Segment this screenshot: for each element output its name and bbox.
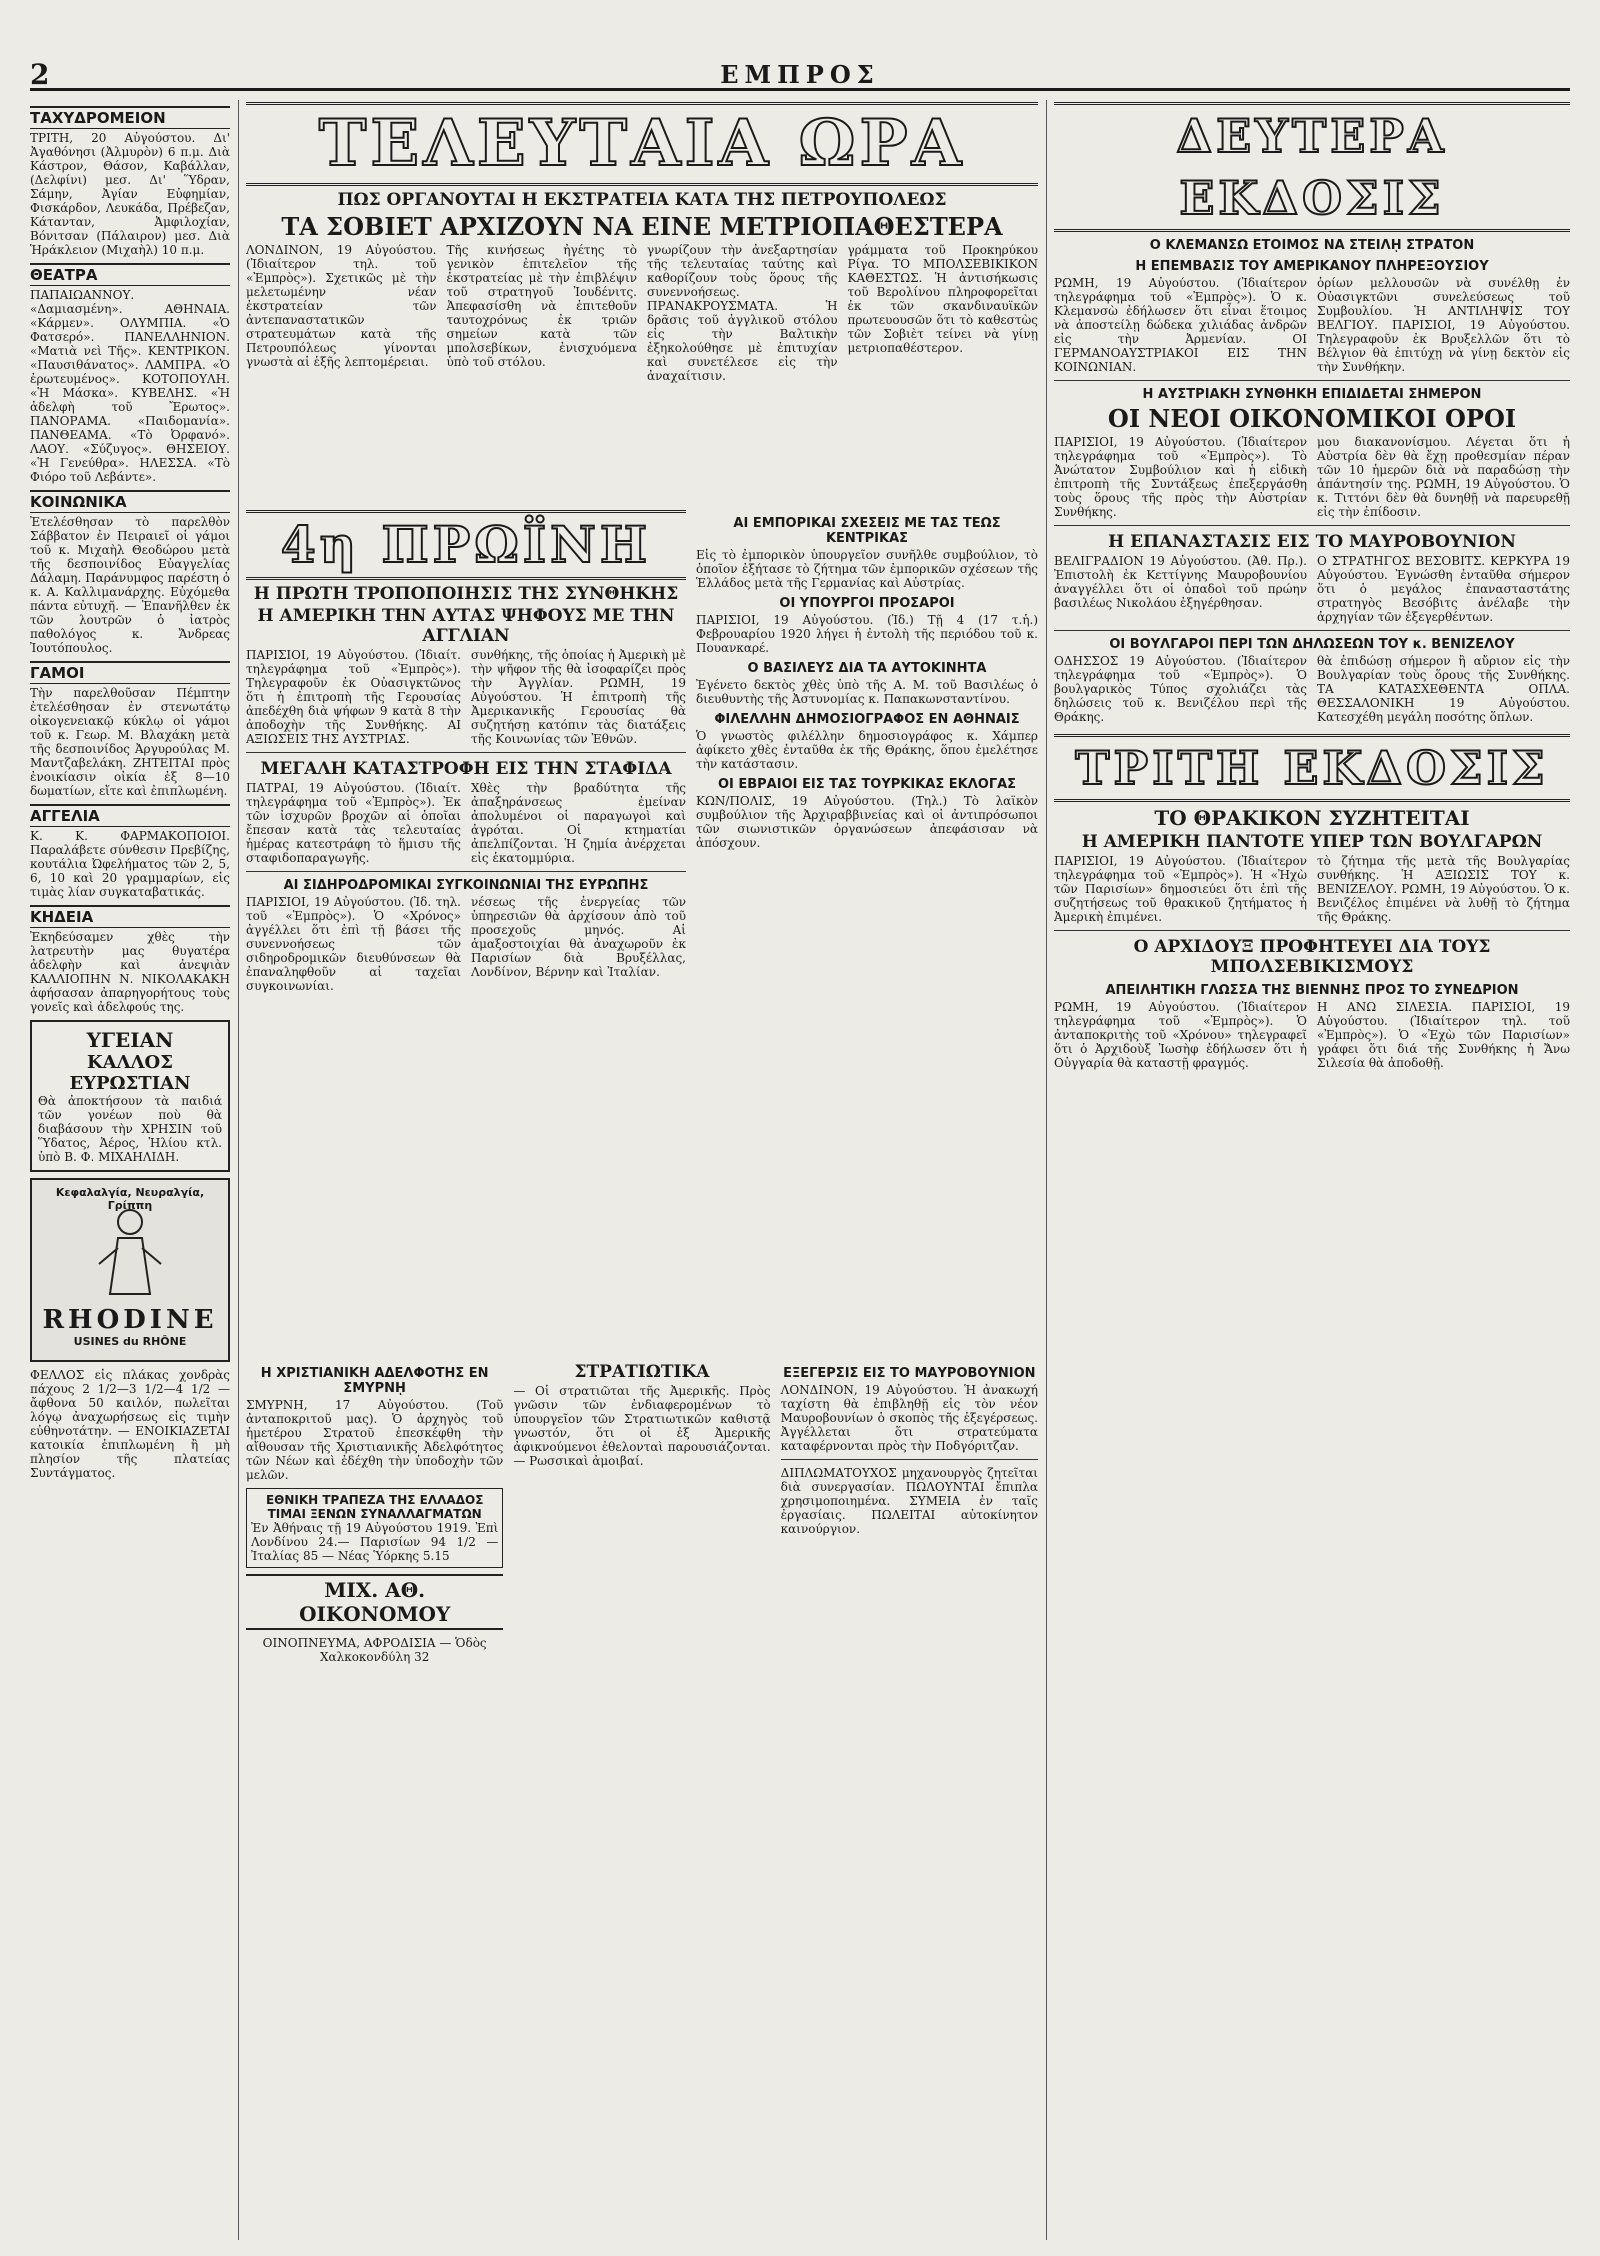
classifieds: ΦΕΛΛΟΣ εἰς πλάκας χονδρὰς πάχους 2 1/2—3 1/2—4 1/2 — ἄφθονα 50 καιλόν, πωλεῖται λόγῳ ἀναχωρήσεως εἰς τιμὴν εὐθηνοτάτην. — ΕΝΟΙΚΙΑΖΕΤΑΙ κατοικία ἐπιπλωμένη ἢ μὴ πλησίον τῆς πλατείας Συντάγματος. bbox=[30, 1368, 230, 1480]
morning-section bbox=[246, 510, 686, 1030]
article-column: ΠΑΡΙΣΙΟΙ, 19 Αὐγούστου. (Ἰδ. τηλ. τοῦ «Ἐμπρὸς»). Ὁ «Χρόνος» ἀγγέλλει ὅτι ἐπὶ τῇ βάσει τῆς συνεννοήσεως τῶν σιδηροδρομικῶν διευθύνσεων θὰ ἐπαναληφθοῦν αἱ ταχεῖαι συγκοινωνίαι. bbox=[246, 895, 461, 993]
article-column: Τῆς κινήσεως ἠγέτης τὸ γενικὸν ἐπιτελεῖον τῆς ἐκστρατείας μὲ τὴν ἐπιβλέψιν τοῦ στρατηγοῦ Ἰουδένιτς. Ἀπεφασίσθη νὰ ἐπιτεθοῦν ταυτοχρόνως ἐκ τριῶν σημείων κατὰ τῶν μπολσεβίκων, ἐνισχυόμενα ὑπὸ τοῦ στόλου. bbox=[446, 243, 637, 369]
section-headline: Η ΕΠΕΜΒΑΣΙΣ ΤΟΥ ΑΜΕΡΙΚΑΝΟΥ ΠΛΗΡΕΞΟΥΣΙΟΥ bbox=[1135, 259, 1489, 274]
lower-middle-section bbox=[246, 1360, 1038, 2240]
article-column: συνθήκης, τῆς ὁποίας ἡ Ἀμερικὴ μὲ τὴν ψῆφον τῆς θὰ ἰσοφαρίζει πρὸς τὴν Ἀγγλίαν. ΡΩΜΗ, 19 Αὐγούστου. Ἡ ἐπιτροπὴ τῆς Ἀμερικανικῆς Γερουσίας θὰ συζητήσῃ κατόπιν τὰς διατάξεις τῆς Κοινωνίας τῶν Ἐθνῶν. bbox=[471, 648, 686, 746]
section-heading: ΓΑΜΟΙ bbox=[30, 661, 230, 684]
article-heading: Ο ΒΑΣΙΛΕΥΣ ΔΙΑ ΤΑ ΑΥΤΟΚΙΝΗΤΑ bbox=[747, 661, 987, 676]
military-article bbox=[513, 1360, 770, 1664]
section-body: Κ. Κ. ΦΑΡΜΑΚΟΠΟΙΟΙ. Παραλάβετε σύνθεσιν Πρεβίζης, κουτάλια Ὠφελήματος τῶν 2, 5, 6, 10 καὶ 20 γραμμαρίων, εἰς τιμὰς λίαν συγκαταβατικάς. bbox=[30, 829, 230, 899]
article-columns bbox=[1054, 1000, 1570, 1070]
article-column: τὸ ζήτημα τῆς μετὰ τῆς Βουλγαρίας συνθήκης. Ἡ ΑΞΙΩΣΙΣ ΤΟΥ κ. ΒΕΝΙΖΕΛΟΥ. ΡΩΜΗ, 19 Αὐγούστου. Ὁ κ. Βενιζέλος ἐπιμένει νὰ λυθῇ τὸ ζήτημα τῆς Θράκης. bbox=[1317, 854, 1570, 924]
last-hour-section bbox=[246, 102, 1038, 498]
article-column: ΟΔΗΣΣΟΣ 19 Αὐγούστου. (Ἰδιαίτερον τηλεγράφημα τοῦ «Ἐμπρὸς»). Ὁ βουλγαρικὸς Τύπος σχολιάζει τὰς δηλώσεις τοῦ κ. Βενιζέλου περὶ τῆς Θράκης. bbox=[1054, 654, 1307, 724]
section-post-office bbox=[30, 106, 230, 257]
article-text: ΠΑΡΙΣΙΟΙ, 19 Αὐγούστου. (Ἰδ.) Τῇ 4 (17 τ.ἡ.) Φεβρουαρίου 1920 λήγει ἡ ἐντολὴ τῆς περιόδου τοῦ κ. Πουανκαρέ. bbox=[696, 613, 1038, 655]
article-heading: ΟΙ ΕΒΡΑΙΟΙ ΕΙΣ ΤΑΣ ΤΟΥΡΚΙΚΑΣ ΕΚΛΟΓΑΣ bbox=[717, 777, 1017, 792]
advert-name: ΜΙΧ. ΑΘ. ΟΙΚΟΝΟΜΟΥ bbox=[246, 1574, 503, 1630]
article-text: ΚΩΝ/ΠΟΛΙΣ, 19 Αὐγούστου. (Τηλ.) Τὸ λαϊκὸν συμβούλιον τῆς Ἀρχιραββινείας καὶ οἱ ἀντιπρόσωποι τῶν σιωνιστικῶν ὀργανώσεων ἀπεφάσισαν νὰ ἀπόσχουν. bbox=[696, 794, 1038, 850]
figure-illustration-icon bbox=[85, 1204, 175, 1300]
section-body: Τὴν παρελθοῦσαν Πέμπτην ἐτελέσθησαν ἐν στενωτάτῳ οἰκογενειακῷ κύκλῳ οἱ γάμοι τοῦ κ. Γεωρ. Μ. Βλαχάκη μετὰ τῆς δεσποινίδος Ἀργυρούλας Μ. Μαντζαβελάκη. ΖΗΤΕΙΤΑΙ πρὸς ἐνοικίασιν οἰκία ἐξ 8—10 δωματίων, εἴτε καὶ ἐπιπλωμένη. bbox=[30, 686, 230, 798]
article-columns bbox=[1054, 654, 1570, 724]
article-headline: ΟΙ ΝΕΟΙ ΟΙΚΟΝΟΜΙΚΟΙ ΟΡΟΙ bbox=[1107, 404, 1517, 433]
health-advert bbox=[30, 1020, 230, 1172]
article-columns bbox=[246, 648, 686, 746]
article-heading: ΑΙ ΕΜΠΟΡΙΚΑΙ ΣΧΕΣΕΙΣ ΜΕ ΤΑΣ ΤΕΩΣ ΚΕΝΤΡΙΚΑΣ bbox=[733, 516, 1001, 546]
bank-title: ΕΘΝΙΚΗ ΤΡΑΠΕΖΑ ΤΗΣ ΕΛΛΑΔΟΣ bbox=[265, 1493, 484, 1507]
article-columns bbox=[1054, 276, 1570, 374]
masthead bbox=[30, 58, 1570, 91]
article-columns bbox=[246, 895, 686, 993]
article-text: Εἰς τὸ ἐμπορικὸν ὑπουργεῖον συνῆλθε συμβούλιον, τὸ ὁποῖον ἐξήτασε τὸ ζήτημα τῶν ἐμπορικῶν σχέσεων τῆς Ἑλλάδος μετὰ τῆς Γερμανίας καὶ Αὐστρίας. bbox=[696, 548, 1038, 590]
right-column bbox=[1054, 102, 1570, 2242]
section-banner: ΤΡΙΤΗ ΕΚΔΟΣΙΣ bbox=[1054, 734, 1570, 802]
article-heading: Ο ΑΡΧΙΔΟΥΞ ΠΡΟΦΗΤΕΥΕΙ ΔΙΑ ΤΟΥΣ ΜΠΟΛΣΕΒΙΚΙΣΜΟΥΣ bbox=[1133, 937, 1491, 977]
article-columns bbox=[1054, 554, 1570, 624]
article-column: Ο ΣΤΡΑΤΗΓΟΣ ΒΕΣΟΒΙΤΣ. ΚΕΡΚΥΡΑ 19 Αὐγούστου. Ἐγνώσθη ἐνταῦθα σήμερον ὅτι ὁ μεγάλος ἐπανασταστάτης στρατηγὸς Βεσόβιτς ἀνέλαβε τὴν ἀρχηγίαν τῶν ἐξεγερθέντων. bbox=[1317, 554, 1570, 624]
advert-maker: USINES du RHÔNE bbox=[73, 1335, 187, 1348]
advert-text: Θὰ ἀποκτήσουν τὰ παιδιά τῶν γονέων ποὺ θὰ διαβάσουν τὴν ΧΡΗΣΙΝ τοῦ Ὕδατος, Ἀέρος, Ἡλίου κτλ. ὑπὸ Β. Φ. ΜΙΧΑΗΛΙΔΗ. bbox=[38, 1094, 222, 1164]
article-heading: ΣΤΡΑΤΙΩΤΙΚΑ bbox=[574, 1362, 710, 1382]
article-column: ΡΩΜΗ, 19 Αὐγούστου. (Ἰδιαίτερον τηλεγράφημα τοῦ «Ἐμπρὸς»). Ὁ ἀνταποκριτὴς τοῦ «Χρόνου» τηλεγραφεῖ ὅτι ὁ Ἀρχιδοὺξ Ἰωσὴφ ἐδήλωσεν ὅτι ἡ Οὑγγαρία θὰ καταστῇ φραγμός. bbox=[1054, 1000, 1307, 1070]
bank-box bbox=[246, 1488, 503, 1568]
article-column: ΠΑΡΙΣΙΟΙ, 19 Αὐγούστου. (Ἰδιαίτερον τηλεγράφημα τοῦ «Ἐμπρὸς»). Ἡ «Ἠχὼ τῶν Παρισίων» δημοσιεύει ὅτι ἐπὶ τῆς συζητήσεως τοῦ θρακικοῦ ζητήματος ἡ Ἀμερικὴ ἐπιμένει. bbox=[1054, 854, 1307, 924]
advert-brand: RHODINE bbox=[42, 1305, 218, 1335]
left-column bbox=[30, 102, 230, 2242]
article-column: ΠΑΡΙΣΙΟΙ, 19 Αὐγούστου. (Ἰδιαίτερον τηλεγράφημα τοῦ «Ἐμπρὸς»). Τὸ Ἀνώτατον Συμβούλιον καὶ ἡ εἰδικὴ ἐπιτροπὴ τῆς Συντάξεως ἐπεξεργάσθη τοὺς ὅρους τῆς πρὸς τὴν Αὐστρίαν Συνθήκης. bbox=[1054, 435, 1307, 519]
article-columns bbox=[246, 1360, 1038, 1664]
article-text: ΣΜΥΡΝΗ, 17 Αὐγούστου. (Τοῦ ἀνταποκριτοῦ μας). Ὁ ἀρχηγὸς τοῦ ἡμετέρου Στρατοῦ ἐπεσκέφθη τὴν αἴθουσαν τῆς Χριστιανικῆς Ἀδελφότητος τῶν Νέων καὶ ἐδέχθη τὴν ὑποδοχὴν τῶν μελῶν. bbox=[246, 1398, 504, 1482]
divider bbox=[1054, 380, 1570, 381]
section-funerals bbox=[30, 905, 230, 1014]
montenegro-article bbox=[781, 1360, 1038, 1664]
article-text: Ὁ γνωστὸς φιλέλλην δημοσιογράφος κ. Χάμπερ ἀφίκετο χθὲς ἐνταῦθα ἐκ τῆς Θράκης, ὅπου ἐμελέτησε τὴν κατάστασιν. bbox=[696, 729, 1038, 771]
classifieds: ΔΙΠΛΩΜΑΤΟΥΧΟΣ μηχανουργὸς ζητεῖται διὰ συνεργασίαν. ΠΩΛΟΥΝΤΑΙ ἔπιπλα χρησιμοποιημένα. ΣΥΜΕΙΑ ἐν ταῖς ἐργασίαις. ΠΩΛΕΙΤΑΙ αὐτοκίνητον καινούργιον. bbox=[780, 1466, 1038, 1536]
section-subtitle: Η ΠΡΩΤΗ ΤΡΟΠΟΠΟΙΗΣΙΣ ΤΗΣ ΣΥΝΘΗΚΗΣ bbox=[253, 584, 679, 604]
advert-caption: Κεφαλαλγία, Νευραλγία, Γρίππη bbox=[55, 1186, 205, 1212]
section-heading: ΘΕΑΤΡΑ bbox=[30, 263, 230, 286]
article-heading: Η ΑΥΣΤΡΙΑΚΗ ΣΥΝΘΗΚΗ ΕΠΙΔΙΔΕΤΑΙ ΣΗΜΕΡΟΝ bbox=[1142, 387, 1482, 402]
section-banner: ΔΕΥΤΕΡΑ ΕΚΔΟΣΙΣ bbox=[1054, 102, 1570, 232]
article-heading: ΟΙ ΒΟΥΛΓΑΡΟΙ ΠΕΡΙ ΤΩΝ ΔΗΛΩΣΕΩΝ ΤΟΥ κ. ΒΕΝΙΖΕΛΟΥ bbox=[1109, 637, 1515, 652]
section-body: Ἐτελέσθησαν τὸ παρελθὸν Σάββατον ἐν Πειραιεῖ οἱ γάμοι τοῦ κ. Μιχαὴλ Θεοδώρου μετὰ τῆς δεσποινίδος Εὐαγγελίας Δάλαμη. Παράνυμφος παρέστη ὁ κ. Α. Καλλιμανάρχης. Εὐχόμεθα πάντα εὐτυχῆ. — Ἐπανῆλθεν ἐκ τῶν λουτρῶν ὁ ἰατρὸς παθολόγος κ. Ἄνδρεας Ἰουτόπουλος. bbox=[30, 515, 230, 655]
article-column: γνωρίζουν τὴν ἀνεξαρτησίαν τῆς τελευταίας ταύτης καὶ καθορίζουν τοὺς ὅρους τῆς συνεννοήσεως. ΠΡΑΝΑΚΡΟΥΣΜΑΤΑ. Ἡ δρᾶσις τοῦ ἀγγλικοῦ στόλου εἰς τὴν Βαλτικὴν ἐξηκολούθησε μὲ ἐπιτυχίαν καὶ συνετέλεσε εἰς τὴν ἀναχαίτισιν. bbox=[647, 243, 838, 383]
section-subtitle: Ο ΚΛΕΜΑΝΣΩ ΕΤΟΙΜΟΣ ΝΑ ΣΤΕΙΛῌ ΣΤΡΑΤΟΝ bbox=[1149, 238, 1475, 253]
divider bbox=[246, 871, 686, 872]
section-notices bbox=[30, 804, 230, 899]
article-columns bbox=[246, 243, 1038, 383]
article-column: ΠΑΤΡΑΙ, 19 Αὐγούστου. (Ἰδιαίτ. τηλεγράφημα τοῦ «Ἐμπρὸς»). Ἐκ τῶν ἰσχυρῶν βροχῶν αἱ ὁποῖαι ἔπεσαν κατὰ τὰς τελευταίας ἡμέρας κατεστράφη τὸ ἥμισυ τῆς σταφιδοπαραγωγῆς. bbox=[246, 781, 461, 865]
article-column: ὁρίων μελλουσῶν νὰ συνέλθῃ ἐν Οὐασιγκτῶνι συνελεύσεως τοῦ Συμβουλίου. Ἡ ΑΝΤΙΛΗΨΙΣ ΤΟΥ ΒΕΛΓΙΟΥ. ΠΑΡΙΣΙΟΙ, 19 Αὐγούστου. Τηλεγραφοῦν ἐκ Βρυξελλῶν ὅτι τὸ Βέλγιον θὰ ἐπιτύχῃ νὰ γίνῃ δεκτὸν εἰς τὴν Συνθήκην. bbox=[1317, 276, 1570, 374]
article-column: Η ΑΝΩ ΣΙΛΕΣΙΑ. ΠΑΡΙΣΙΟΙ, 19 Αὐγούστου. (Ἰδιαίτερον τηλ. τοῦ «Ἐμπρὸς»). Ὁ «Ἐχὼ τῶν Παρισίων» γράφει ὅτι διά τῆς Συνθήκης ἡ Ἄνω Σιλεσία θὰ ἀποδοθῇ. bbox=[1317, 1000, 1570, 1070]
article-column: Χθὲς τὴν βραδύτητα τῆς ἀπαξηράνσεως ἐμείναν ἀπολυμένοι οἱ παραγωγοὶ καὶ ἀγρόται. Οἱ κτηματίαι ἀπελπίζονται. Ἡ ζημία ἀνέρχεται εἰς ἑκατομμύρια. bbox=[471, 781, 686, 865]
divider bbox=[246, 752, 686, 753]
article-column: μου διακανονίσμου. Λέγεται ὅτι ἡ Αὐστρία δὲν θὰ ἔχῃ προθεσμίαν πέραν τῶν 10 ἡμερῶν διὰ νὰ παραδώσῃ τὴν ἀπάντησίν της. ΡΩΜΗ, 19 Αὐγούστου. Ὁ κ. Τιττόνι δὲν θὰ δυνηθῇ νὰ παρευρεθῇ εἰς τὴν ἐπίδοσιν. bbox=[1317, 435, 1570, 519]
section-theatres bbox=[30, 263, 230, 484]
advert-sub: ΟΙΝΟΠΝΕΥΜΑ, ΑΦΡΟΔΙΣΙΑ — Ὁδὸς Χαλκοκονδύλη 32 bbox=[262, 1636, 487, 1664]
section-social bbox=[30, 490, 230, 655]
divider bbox=[781, 1459, 1038, 1460]
divider bbox=[1054, 930, 1570, 931]
article-columns bbox=[1054, 854, 1570, 924]
article-column: νέσεως τῆς ἐνεργείας τῶν ὑπηρεσιῶν θὰ ἀρχίσουν ἀπὸ τοῦ προσεχοῦς μηνός. Αἱ ἁμαξοστοιχίαι θὰ ἀναχωροῦν ἐκ Παρισίων διὰ Βρυξέλλας, Λονδίνον, Βέρνην καὶ Ἰταλίαν. bbox=[471, 895, 686, 979]
section-body: ΤΡΙΤΗ, 20 Αὐγούστου. Δι' Ἀγαθόνησι (Ἀλμυρὸν) 6 π.μ. Διὰ Κάστρον, Θάσον, Καβάλλαν, (Δελφίνι) μεσ. Δι' Ὕδραν, Σάμην, Ἀγίαν Εὐφημίαν, Φισκάρδον, Λευκάδα, Πρέβεζαν, Κάτανταν, Ἀμφιλοχίαν, Βόνιτσαν (Πάλαιρον) μεσ. Διὰ Ἡράκλειον (Μιχαὴλ) 10 π.μ. bbox=[30, 131, 230, 257]
bank-subtitle: ΤΙΜΑΙ ΞΕΝΩΝ ΣΥΝΑΛΛΑΓΜΑΤΩΝ bbox=[267, 1507, 482, 1521]
advert-line: ΚΑΛΛΟΣ bbox=[87, 1052, 173, 1073]
section-subtitle: ΤΟ ΘΡΑΚΙΚΟΝ ΣΥΖΗΤΕΙΤΑΙ bbox=[1154, 806, 1470, 830]
article-column: ΒΕΛΙΓΡΑΔΙΟΝ 19 Αὐγούστου. (Ἀθ. Πρ.). Ἐπιστολὴ ἐκ Κεττίγνης Μαυροβουνίου ἀναγγέλλει ὅτι οἱ ὀπαδοὶ τοῦ πρώην βασιλέως Νικολάου ἐξηγέρθησαν. bbox=[1054, 554, 1307, 610]
article-heading: ΑΙ ΣΙΔΗΡΟΔΡΟΜΙΚΑΙ ΣΥΓΚΟΙΝΩΝΙΑΙ ΤΗΣ ΕΥΡΩΠΗΣ bbox=[283, 878, 649, 893]
section-heading: ΤΑΧΥΔΡΟΜΕΙΟΝ bbox=[30, 106, 230, 129]
column-rule bbox=[238, 100, 239, 2240]
article-column: ΠΑΡΙΣΙΟΙ, 19 Αὐγούστου. (Ἰδιαίτ. τηλεγράφημα τοῦ «Ἐμπρὸς»). Τηλεγραφοῦν ἐκ Οὐασιγκτῶνος ὅτι ἡ ἐπιτροπὴ τῆς Γερουσίας ἀπεδέχθη διὰ ψήφων 9 κατὰ 8 τὴν ἀποδοχὴν τῆς Συνθήκης. ΑΙ ΑΞΙΩΣΕΙΣ ΤΗΣ ΑΥΣΤΡΙΑΣ. bbox=[246, 648, 461, 746]
advert-line: ΕΥΡΩΣΤΙΑΝ bbox=[69, 1073, 191, 1094]
section-headline: ΤΑ ΣΟΒΙΕΤ ΑΡΧΙΖΟΥΝ ΝΑ ΕΙΝΕ ΜΕΤΡΙΟΠΑΘΕΣΤΕΡΑ bbox=[281, 212, 1003, 241]
section-body: ΠΑΠΑΙΩΑΝΝΟΥ. «Δαμιασμένη». ΑΘΗΝΑΙΑ. «Κάρμεν». ΟΛΥΜΠΙΑ. «Ὁ Φατσερό». ΠΑΝΕΛΛΗΝΙΟΝ. «Ματιὰ νεὶ Τῆς». ΚΕΝΤΡΙΚΟΝ. «Παυσιθάνατος». ΛΑΜΠΡΑ. «Ὁ ἐρωτευμένος». ΚΟΤΟΠΟΥΛΗ. «Ἡ Μάσκα». ΚΥΒΕΛΗΣ. «Ἡ ἀδελφὴ τοῦ Ἔρωτος». ΠΑΝΟΡΑΜΑ. «Παιδομανία». ΠΑΝΘΕΑΜΑ. «Τὸ Ὀρφανό». ΛΑΟΥ. «Σύζυγος». ΘΗΣΕΙΟΥ. «Ἡ Γενεύθρα». ΗΛΕΣΣΑ. «Τὸ Φιόρο τοῦ Λεβάντε». bbox=[30, 288, 230, 484]
smyrna-article bbox=[246, 1360, 503, 1664]
article-column: γράμματα τοῦ Προκηρύκου Ρίγα. ΤΟ ΜΠΟΛΣΕΒΙΚΙΚΟΝ ΚΑΘΕΣΤΩΣ. Ἡ ἀντισήκωσις τοῦ Βερολίνου πληροφορεῖται ἐκ τῶν σκανδιναυϊκῶν πρωτευουσῶν ὅτι τὸ καθεστὼς τῶν Σοβιὲτ τείνει νὰ γίνῃ μετριοπαθέστερον. bbox=[847, 243, 1038, 355]
divider bbox=[1054, 525, 1570, 526]
article-subheading: ΑΠΕΙΛΗΤΙΚΗ ΓΛΩΣΣΑ ΤΗΣ ΒΙΕΝΝΗΣ ΠΡΟΣ ΤΟ ΣΥΝΕΔΡΙΟΝ bbox=[1105, 983, 1519, 998]
section-heading: ΚΟΙΝΩΝΙΚΑ bbox=[30, 490, 230, 513]
bank-rates: Ἐν Ἀθήναις τῇ 19 Αὐγούστου 1919. Ἐπὶ Λονδίνου 24.— Παρισίων 94 1/2 — Ἰταλίας 85 — Νέας Ὑόρκης 5.15 bbox=[251, 1521, 499, 1563]
column-rule bbox=[1046, 100, 1047, 2240]
section-weddings bbox=[30, 661, 230, 798]
article-column: ΡΩΜΗ, 19 Αὐγούστου. (Ἰδιαίτερον τηλεγράφημα τοῦ «Ἐμπρὸς»). Ὁ κ. Κλεμανσὼ ἐδήλωσεν ὅτι εἶναι ἕτοιμος νὰ ἀποστείλῃ δώδεκα χιλιάδας ἀνδρῶν εἰς τὴν Ἀρμενίαν. ΟΙ ΓΕΡΜΑΝΟΑΥΣΤΡΙΑΚΟΙ ΕΙΣ ΤΗΝ ΚΟΙΝΩΝΙΑΝ. bbox=[1054, 276, 1307, 374]
article-heading: ΕΞΕΓΕΡΣΙΣ ΕΙΣ ΤΟ ΜΑΥΡΟΒΟΥΝΙΟΝ bbox=[783, 1366, 1036, 1381]
article-heading: Η ΕΠΑΝΑΣΤΑΣΙΣ ΕΙΣ ΤΟ ΜΑΥΡΟΒΟΥΝΙΟΝ bbox=[1108, 532, 1516, 552]
article-text: — Οἱ στρατιῶται τῆς Ἀμερικῆς. Πρὸς γνῶσιν τῶν ἐνδιαφερομένων τὸ ὑπουργεῖον τῶν Στρατιωτικῶν καθιστᾷ γνωστόν, ὅτι οἱ ἐξ Ἀμερικῆς ἀφικνούμενοι ἐθελονταὶ παρουσιάζονται. — Ρωσσικαὶ ἀμοιβαί. bbox=[513, 1384, 771, 1468]
article-text: ΛΟΝΔΙΝΟΝ, 19 Αὐγούστου. Ἡ ἀνακωχή ταχίστη θὰ ἐπιβληθῇ εἰς τὸν νέον Μαυροβουνίων ὁ σκοπὸς τῆς ἐξεγέρσεως. Ἀγγέλλεται ὅτι στρατεύματα καταφέρνονται πρὸς τὴν Ποδγόριτζαν. bbox=[780, 1383, 1038, 1453]
article-text: Ἐγένετο δεκτὸς χθὲς ὑπὸ τῆς Α. Μ. τοῦ Βασιλέως ὁ διευθυντὴς τῆς Ἀστυνομίας κ. Παπακωνσταντίνου. bbox=[696, 678, 1038, 706]
article-columns bbox=[1054, 435, 1570, 519]
article-columns bbox=[246, 781, 686, 865]
section-banner: 4η ΠΡΩΪΝΗ bbox=[246, 510, 686, 580]
article-heading: ΟΙ ΥΠΟΥΡΓΟΙ ΠΡΟΣΑΡΟΙ bbox=[779, 596, 955, 611]
section-body: Ἐκηδεύσαμεν χθὲς τὴν λατρευτὴν μας θυγατέρα ἀδελφὴν καὶ ἀνεψιὰν ΚΑΛΛΙΟΠΗΝ Ν. ΝΙΚΟΛΑΚΑΚΗ ἀφήσασαν ἀπαρηγορήτους τοὺς γονεῖς καὶ ἀδελφούς της. bbox=[30, 930, 230, 1014]
section-heading: ΑΓΓΕΛΙΑ bbox=[30, 804, 230, 827]
article-column: ΛΟΝΔΙΝΟΝ, 19 Αὐγούστου. (Ἰδιαίτερον τηλ. τοῦ «Ἐμπρὸς»). Σχετικῶς μὲ τὴν μελετωμένην νέαν ἐκστρατείαν τῶν ἀντεπαναστατικῶν στρατευμάτων κατὰ τῆς Πετρουπόλεως γίνονται γνωστὰ αἱ ἑξῆς λεπτομέρειαι. bbox=[246, 243, 437, 369]
article-heading: ΦΙΛΕΛΛΗΝ ΔΗΜΟΣΙΟΓΡΑΦΟΣ ΕΝ ΑΘΗΝΑΙΣ bbox=[714, 712, 1020, 727]
rhodine-advert bbox=[30, 1178, 230, 1362]
paper-title: ΕΜΠΡΟΣ bbox=[720, 60, 880, 89]
article-heading: Η ΧΡΙΣΤΙΑΝΙΚΗ ΑΔΕΛΦΟΤΗΣ ΕΝ ΣΜΥΡΝῌ bbox=[260, 1366, 489, 1396]
section-banner: ΤΕΛΕΥΤΑΙΑ ΩΡΑ bbox=[246, 102, 1038, 186]
article-column: θὰ ἐπιδώσῃ σήμερον ἢ αὔριον εἰς τὴν Βουλγαρίαν τοὺς ὅρους τῆς Συνθήκης. ΤΑ ΚΑΤΑΣΧΕΘΕΝΤΑ ΟΠΛΑ. ΘΕΣΣΑΛΟΝΙΚΗ 19 Αὐγούστου. Κατεσχέθη μεγάλη ποσότης ὅπλων. bbox=[1317, 654, 1570, 724]
divider bbox=[1054, 630, 1570, 631]
advert-line: ΥΓΕΙΑΝ bbox=[86, 1028, 174, 1052]
section-heading: ΚΗΔΕΙΑ bbox=[30, 905, 230, 928]
page-number: 2 bbox=[30, 58, 50, 91]
section-headline: Η ΑΜΕΡΙΚΗ ΠΑΝΤΟΤΕ ΥΠΕΡ ΤΩΝ ΒΟΥΛΓΑΡΩΝ bbox=[1081, 832, 1543, 852]
article-heading: ΜΕΓΑΛΗ ΚΑΤΑΣΤΡΟΦΗ ΕΙΣ ΤΗΝ ΣΤΑΦΙΔΑ bbox=[260, 759, 672, 779]
section-headline: Η ΑΜΕΡΙΚΗ ΤΗΝ ΑΥΤΑΣ ΨΗΦΟΥΣ ΜΕ ΤΗΝ ΑΓΓΛΙΑΝ bbox=[257, 606, 675, 646]
section-subtitle: ΠΩΣ ΟΡΓΑΝΟΥΤΑΙ Η ΕΚΣΤΡΑΤΕΙΑ ΚΑΤΑ ΤΗΣ ΠΕΤΡΟΥΠΟΛΕΩΣ bbox=[337, 190, 947, 210]
